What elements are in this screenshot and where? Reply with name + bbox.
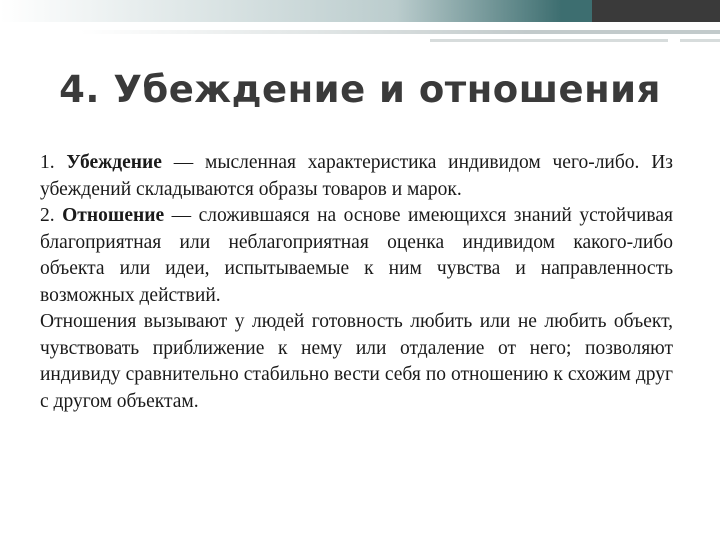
header-dark-block xyxy=(592,0,720,22)
definition-item-attitude xyxy=(40,203,673,309)
slide-title: 4. Убеждение и отношения xyxy=(59,68,661,111)
definition-attitude: — сложившаяся на основе имеющихся знаний устойчивая благоприятная или неблагоприятная оценка индивидом какого-либо объекта или идеи, испытываемые к ним чувства и направленность возможных действий. xyxy=(40,205,674,306)
attitudes-paragraph: Отношения вызывают у людей готовность любить или не любить объект, чувствовать приближение к нему или отдаление от него; позволяют индивиду сравнительно стабильно вести себя по отношению к схожим друг с другом объектам. xyxy=(40,311,673,412)
header-thin-line xyxy=(80,30,720,34)
definition-belief: — мысленная характеристика индивидом чего-либо. Из убеждений складываются образы товаров и марок. xyxy=(40,152,673,200)
term-attitude: Отношение xyxy=(62,205,165,226)
slide-body xyxy=(40,150,673,415)
item-number: 2. xyxy=(40,205,55,226)
header-thin-line-end xyxy=(680,39,720,42)
definition-item-belief xyxy=(40,150,673,203)
term-belief: Убеждение xyxy=(66,152,162,173)
item-number: 1. xyxy=(40,152,55,173)
header-thin-line-short xyxy=(430,39,668,42)
